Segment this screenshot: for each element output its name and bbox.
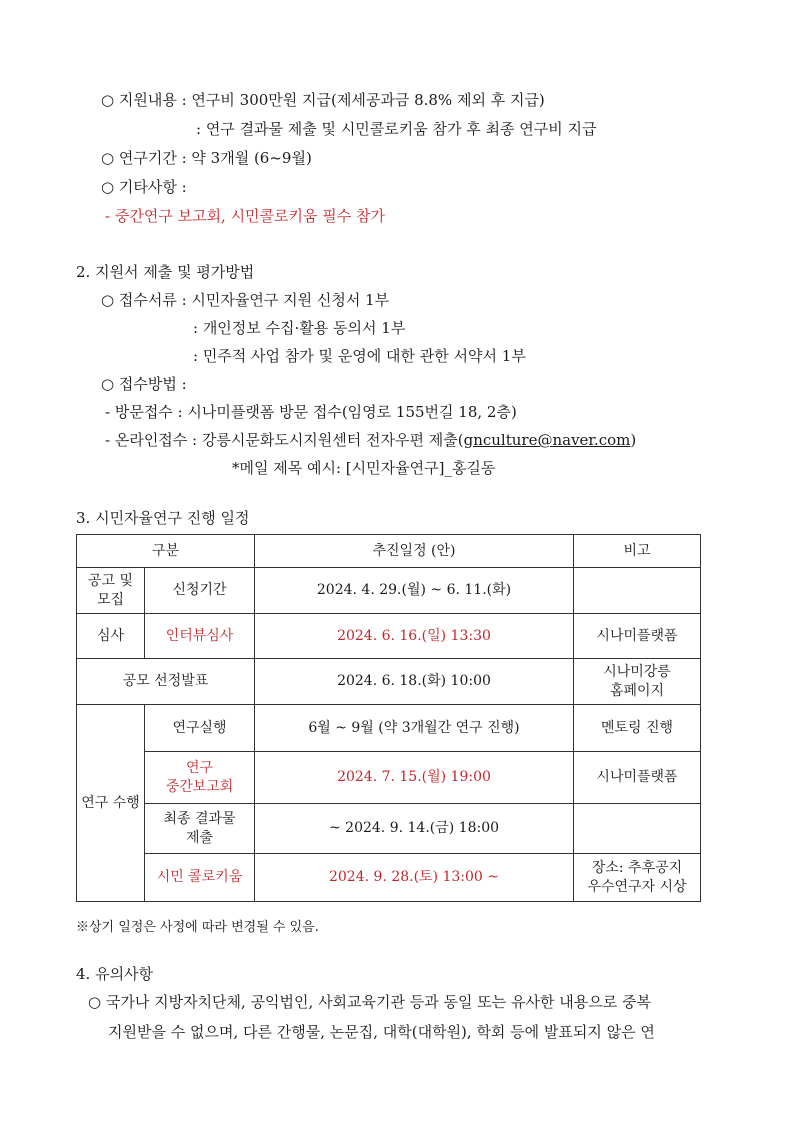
- header-category: 구분: [77, 535, 255, 568]
- research-period-line: ○ 연구기간 : 약 3개월 (6~9월): [101, 149, 312, 167]
- cell-date: 2024. 4. 29.(월) ~ 6. 11.(화): [255, 568, 574, 614]
- cell-note: 시나미플랫폼: [574, 752, 701, 804]
- header-schedule: 추진일정 (안): [255, 535, 574, 568]
- etc-item-line: - 중간연구 보고회, 시민콜로키움 필수 참가: [105, 207, 386, 225]
- online-suffix: ): [630, 431, 637, 449]
- docs-line3: : 민주적 사업 참가 및 운영에 대한 관한 서약서 1부: [193, 347, 526, 365]
- table-row: [77, 854, 701, 902]
- cell-sub: 최종 결과물 제출: [145, 804, 255, 854]
- cell-date: 2024. 6. 18.(화) 10:00: [255, 659, 574, 705]
- table-header-row: [77, 535, 701, 568]
- cell-date: 2024. 9. 28.(토) 13:00 ~: [255, 854, 574, 902]
- online-prefix: - 온라인접수 : 강릉시문화도시지원센터 전자우편 제출(: [105, 431, 464, 449]
- header-note: 비고: [574, 535, 701, 568]
- docs-line: ○ 접수서류 : 시민자율연구 지원 신청서 1부: [101, 291, 390, 309]
- table-row: [77, 752, 701, 804]
- visit-line: - 방문접수 : 시나미플랫폼 방문 접수(임영로 155번길 18, 2층): [105, 403, 517, 421]
- cell-sub: 인터뷰심사: [145, 614, 255, 659]
- section4-line1: ○ 국가나 지방자치단체, 공익법인, 사회교육기관 등과 동일 또는 유사한 내용으로 중복: [88, 993, 651, 1011]
- support-content-line2: : 연구 결과물 제출 및 시민콜로키움 참가 후 최종 연구비 지급: [196, 120, 597, 138]
- cell-sub: 시민 콜로키움: [145, 854, 255, 902]
- cell-date: 2024. 6. 16.(일) 13:30: [255, 614, 574, 659]
- section4-title: 4. 유의사항: [76, 965, 154, 983]
- cell-category: 공고 및 모집: [77, 568, 145, 614]
- cell-note: [574, 568, 701, 614]
- cell-note: 시나미강릉 홈페이지: [574, 659, 701, 705]
- mail-example: *메일 제목 예시: [시민자율연구]_홍길동: [232, 459, 496, 477]
- cell-note: 멘토링 진행: [574, 705, 701, 752]
- table-row: [77, 614, 701, 659]
- support-content-line: ○ 지원내용 : 연구비 300만원 지급(제세공과금 8.8% 제외 후 지급): [101, 91, 545, 109]
- table-row: [77, 705, 701, 752]
- method-line: ○ 접수방법 :: [101, 375, 187, 393]
- section4-line2: 지원받을 수 없으며, 다른 간행물, 논문집, 대학(대학원), 학회 등에 발표되지 않은 연: [108, 1023, 655, 1041]
- cell-date: 6월 ~ 9월 (약 3개월간 연구 진행): [255, 705, 574, 752]
- schedule-table: [76, 534, 701, 902]
- section3-title: 3. 시민자율연구 진행 일정: [76, 509, 250, 527]
- online-line: [105, 430, 636, 450]
- cell-category: 공모 선정발표: [77, 659, 255, 705]
- docs-line2: : 개인정보 수집·활용 동의서 1부: [193, 319, 406, 337]
- table-row: [77, 568, 701, 614]
- cell-category: 심사: [77, 614, 145, 659]
- cell-category: 연구 수행: [77, 705, 145, 902]
- etc-line: ○ 기타사항 :: [101, 178, 187, 196]
- cell-sub: 연구실행: [145, 705, 255, 752]
- email-link[interactable]: gnculture@naver.com: [463, 431, 631, 449]
- schedule-footnote: ※상기 일정은 사정에 따라 변경될 수 있음.: [76, 920, 319, 935]
- cell-note: [574, 804, 701, 854]
- cell-note: 시나미플랫폼: [574, 614, 701, 659]
- cell-date: 2024. 7. 15.(월) 19:00: [255, 752, 574, 804]
- table-row: [77, 659, 701, 705]
- table-row: [77, 804, 701, 854]
- section2-title: 2. 지원서 제출 및 평가방법: [76, 263, 255, 281]
- cell-sub: 신청기간: [145, 568, 255, 614]
- cell-date: ~ 2024. 9. 14.(금) 18:00: [255, 804, 574, 854]
- cell-note: 장소: 추후공지 우수연구자 시상: [574, 854, 701, 902]
- cell-sub: 연구 중간보고회: [145, 752, 255, 804]
